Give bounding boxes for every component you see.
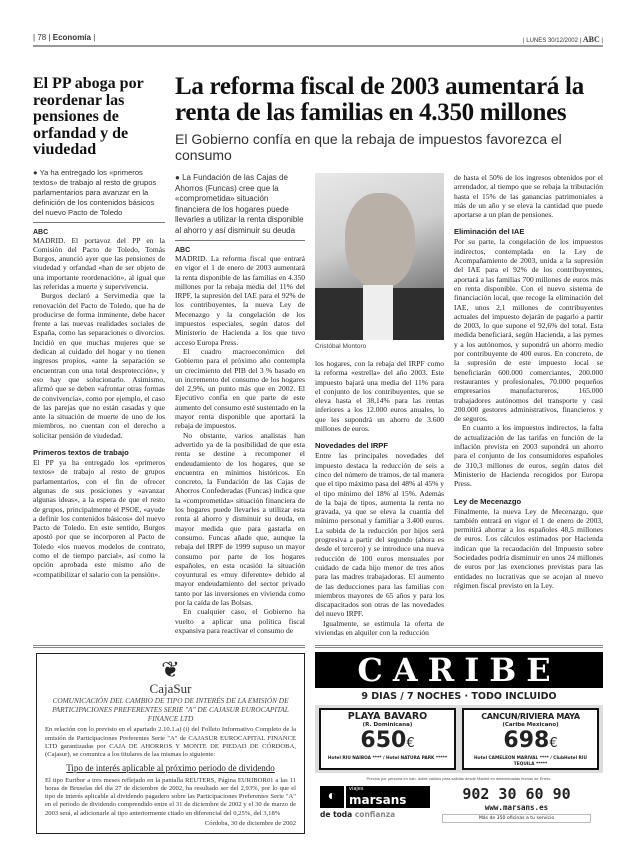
marsans-viajes: viajes	[349, 786, 364, 793]
main-deck: ● La Fundación de las Cajas de Ahorros (Funcas) cree que la «comprometida» situación financiera de los hogares puede llevarles a utilizar la renta disponible al ahorro y así disminuir su deuda	[175, 173, 305, 241]
paragraph: El cuadro macroeconómico del Gobierno para el próximo año contempla un crecimiento del PIB del 3 % basado en un incremento del consumo de los hogares del 2,9%, un punto más que en 2002. El Ejecutivo confía en que parte de este aumento del consumo esté sustentado en la mayor renta disponible que aportará la rebaja de impuestos.	[175, 346, 305, 431]
paragraph: Por su parte, la congelación de los impuestos indirectos, contemplada en la Ley de Acompañamiento de 2003, unida a la supresión del IAE para el 92% de los contribuyentes, aportará a las familias 700 millones de euros más en renta disponible. Con el nuevo sistema de financiación local, que recoge la eliminación del IAE, unos 2,1 millones de contribuyentes actuales del impuesto dejarán de pagarlo a partir de 2003, lo que supone el 92,6% del total. Esta medida beneficiará, según Hacienda, a las pymes y a los autónomos, y supondrá un ahorro medio por contribuyente de 400 euros. En concreto, de la supresión de este impuesto local se beneficiarán 600.000 comerciantes, 200.000 restaurantes y profesionales, 70.000 pequeños empresarios manufactureros, 165.000 trabajadores autónomos del transporte y casi 200.000 gestores administrativos, financieros y de seguros.	[454, 237, 603, 424]
paragraph: No obstante, varios analistas han advertido ya de la posibilidad de que esta renta se destine a recomponer el endeudamiento de los hogares, que se encuentra en mínimos históricos. En concreto, la Fundación de las Cajas de Ahorros Confederadas (Funcas) indica que la «comprometida» situación financiera de los hogares puede llevarles a utilizar esta renta al ahorro y disminuir su deuda, en mayor medida que para gastarla en consumo. Funcas añade que, aunque la rebaja del IRPF de 1999 supuso un mayor consumo por parte de los hogares españoles, en esta ocasión la situación coyuntural es «muy diferente» debido al mayor endeudamiento del sector privado tanto por las inversiones en vivienda como por la caída de las Bolsas.	[175, 430, 305, 607]
paragraph: En cualquier caso, el Gobierno ha vuelto a aplicar una política fiscal expansiva para reactivar el consumo de	[175, 607, 305, 635]
main-column-1	[175, 173, 305, 635]
currency: €	[549, 736, 558, 752]
main-subtitle: El Gobierno confía en que la rebaja de impuestos favorezca el consumo	[175, 131, 562, 163]
marsans-logo-icon: ◐	[320, 786, 344, 808]
side-deck-text: Ya ha entregado los «primeros textos» de trabajo al resto de grupos parlamentarios para avanzar en la definición de los contenidos básicos del nuevo Pacto de Toledo	[33, 167, 157, 217]
subhead: Novedades del IRPF	[315, 441, 389, 451]
paragraph: Finalmente, la nueva Ley de Mecenazgo, que también entrará en vigor el 1 de enero de 2003, permitirá ahorrar a los españoles 48,5 millones de euros. Los cálculos estimados por Hacienda indican que la recaudación del Impuesto sobre Sociedades podría disminuir en unos 24 millones de euros por las exenciones previstas para las entidades no lucrativas que se acojan al nuevo régimen fiscal previsto en la Ley.	[454, 506, 603, 590]
cajasur-signature: Córdoba, 30 de diciembre de 2002	[204, 819, 296, 827]
ad-divider	[315, 645, 603, 648]
main-headline: La reforma fiscal de 2003 aumentará la renta de las familias en 4.350 millones	[175, 73, 584, 126]
paragraph: Entre las principales novedades del impuesto destaca la reducción de seis a cinco del número de tramos, de tal manera que el tipo máximo pasa del 48% al 45% y el tipo mínimo del 18% al 15%. Además de la baja de tipos, aumenta la renta no gravada, ya que se eleva la cuantía del mínimo personal y familiar a 3.400 euros. La subida de la reducción por hijos será progresiva a partir del segundo (ahora es desde el tercero) y se introduce una nueva reducción de 100 euros mensuales por cuidado de cada hijo menor de tres años para las madres trabajadoras. El aumento de las deducciones para las familias con miembros mayores de 65 años y para los discapacitados son otras de las novedades del nuevo IRPF.	[315, 451, 444, 619]
main-column-2	[315, 173, 444, 637]
paragraph: Burgos declaró a Servimedia que la renovación del Pacto de Toledo, que ha de producirse de forma inminente, debe hacer frente a las nuevas realidades sociales de España, como las separaciones o divorcios. Incidió en que muchas mujeres que se dedican al cuidado del hogar y no tienen ingresos propios, «ante la separación se encuentran con una total desprotección», y eso hay que solucionarlo. Asimismo, afirmó que se deben «afrontar otras formas de convivencia», como por ejemplo, el caso de las parejas que no están casadas y que ante la situación de muerte de uno de los miembros, no cuentan con el derecho a solicitar pensión de viudedad.	[33, 291, 165, 440]
side-subhead: Primeros textos de trabajo	[33, 448, 129, 458]
marsans-brand: marsans	[349, 793, 407, 808]
main-byline: ABC	[175, 247, 191, 254]
page-header-right: | LUNES 30/12/2002 | ABC |	[523, 35, 603, 44]
side-deck: ● Ya ha entregado los «primeros textos» de trabajo al resto de grupos parlamentarios para avanzar en la definición de los contenidos básicos del nuevo Pacto de Toledo	[33, 168, 165, 223]
offer-playa-bavaro	[319, 708, 456, 770]
currency: €	[406, 736, 415, 752]
cajasur-title: COMUNICACIÓN DEL CAMBIO DE TIPO DE INTERÉS DE LA EMISIÓN DE PARTICIPACIONES PREFERENTES SERIE "A" DE CAJASUR EUROCAPITAL FINANCE LTD	[52, 696, 289, 724]
cajasur-body: El tipo Euribor a tres meses reflejado en la pantalla REUTERS, Página EURIBOR01 a las 11 horas de Bruselas del día 27 de diciembre de 2002, ha resultado ser del 2,93%, por lo que el tipo de interés aplicable al dividendo pagadero sobre las Participaciones Preferentes Serie "A" en el periodo de dividendo comprendido entre el 31 de diciembre de 2002 y el 30 de marzo de 2003 será, al adicionarle al tipo anteriormente citado un diferencial del 0,25%, del 3,18%	[45, 776, 296, 817]
cajasur-logo-icon: ❦	[161, 657, 180, 683]
offer-price: 650	[360, 728, 407, 754]
offer-region: (R. Dominicana)	[362, 722, 413, 729]
caribe-ad	[315, 645, 603, 824]
paragraph: de hasta el 50% de los ingresos obtenidos por el arrendador, al tiempo que se rebaja la tributación hasta el 15% de las ganancias patrimoniales a más de un año y se eleva la cantidad que puede aportarse a un plan de pensiones.	[454, 173, 603, 220]
header-rule	[33, 45, 603, 47]
offer-dest: CANCUN/RIVIERA MAYA	[481, 712, 580, 722]
paragraph: Igualmente, se estimula la oferta de viviendas en alquiler con la reducción	[315, 618, 444, 638]
page-header-left: | 78 | Economía |	[33, 33, 96, 42]
page-grid	[33, 52, 603, 834]
subhead: Eliminación del IAE	[454, 227, 525, 237]
caribe-tagline: 9 DIAS / 7 NOCHES · TODO INCLUIDO	[361, 691, 557, 703]
cajasur-ad	[36, 653, 305, 834]
slogan-a: de toda	[320, 810, 353, 820]
cajasur-intro: En relación con lo previsto en el apartado 2.10.1.a) (i) del Folleto Informativo Completo de la emisión de Participaciones Preferentes Serie "A" de CAJASUR EUROCAPITAL FINANCE LTD garantizadas por CAJA DE AHORROS Y MONTE DE PIEDAD DE CÓRDOBA, (Cajasur), se comunica a los titulares de las mismas lo siguiente:	[45, 726, 296, 759]
offer-hotels: Hotel CAMELEON MARIVAL **** / ClubHotel RIU TEQUILA *****	[474, 756, 587, 767]
slogan-b: confianza	[354, 810, 396, 820]
ad-divider	[33, 645, 305, 648]
paragraph: MADRID. La reforma fiscal que entrará en vigor el 1 de enero de 2003 aumentará la renta disponible de las familias en 4.350 millones por la rebaja media del 11% del IRPF, la supresión del IAE para el 92% de los contribuyentes, la nueva Ley de Mecenazgo y la congelación de los impuestos especiales, según datos del Ministerio de Hacienda a los que tuvo acceso Europa Press.	[175, 254, 305, 347]
caribe-note: Precios por persona en hab. doble válidos para salidas desde Madrid en determinadas fechas de Enero.	[366, 776, 552, 782]
offer-hotels: Hotel RIU NAIBOA **** / Hotel NATURA PARK *****	[327, 756, 448, 762]
paragraph: En cuanto a los impuestos indirectos, la falta de actualización de las tarifas en función de la inflación prevista en 2003 supondrá un ahorro para el conjunto de los consumidores españoles de 310,3 millones de euros, según datos del Ministerio de Hacienda recogidos por Europa Press.	[454, 423, 603, 489]
photo-cristobal-montoro	[315, 173, 444, 340]
cajasur-heading: Tipo de interés aplicable al próximo periodo de dividendo	[66, 762, 275, 773]
offer-dest: PLAYA BAVARO	[347, 711, 428, 723]
paragraph: los hogares, con la rebaja del IRPF como la reforma «estrella» del año 2003. Este impuesto bajará una media del 11% para el conjunto de los contribuyentes, que se eleva hasta el 38,14% para las rentas inferiores a los 12.000 euros anuales, lo que les supondrá un ahorro de 3.600 millones de euros.	[315, 359, 444, 434]
section-name: Economía	[52, 33, 91, 42]
marsans-phone: 902 30 60 90	[462, 785, 571, 804]
marsans-web: www.marsans.es	[484, 803, 549, 813]
main-header	[175, 52, 603, 173]
side-headline: El PP aboga por reordenar las pensiones de orfandad y de viudedad	[33, 75, 144, 158]
page-number: 78	[37, 33, 47, 42]
caribe-title: CARIBE	[315, 652, 603, 688]
paragraph: El PP ya ha entregado los «primeros textos» de trabajo al resto de grupos parlamentarios, con el fin de ofrecer algunas de sus posiciones y «avanzar algunas ideas», a la espera de que el resto de grupos, principalmente el PSOE, «ayude a definir los contenidos básicos» del nuevo Pacto de Toledo. En este sentido, Burgos apostó por que se incorporen al Pacto de Toledo «los nuevos modelos de contrato, como el de tiempo parcial», así como la opción aprobada este mismo año de «compatibilizar el salario con la pensión».	[33, 458, 165, 579]
issue-date: LUNES 30/12/2002	[526, 38, 578, 44]
subhead: Ley de Mecenazgo	[454, 496, 522, 506]
side-body	[33, 236, 165, 579]
main-deck-text: La Fundación de las Cajas de Ahorros (Funcas) cree que la «comprometida» situación financiera de los hogares puede llevarles a utilizar la renta disponible al ahorro y así disminuir su deuda	[175, 173, 304, 235]
cajasur-ad-block	[33, 645, 305, 834]
side-article	[33, 52, 165, 579]
offer-cancun	[462, 708, 599, 770]
offer-region: (Caribe Mexicano)	[502, 722, 559, 729]
paragraph: MADRID. El portavoz del PP en la Comisión del Pacto de Toledo, Tomás Burgos, anunció ayer que las pensiones de viudedad y orfandad «han de ser objeto de una importante reordenación», al igual que las referidas a muerte y supervivencia.	[33, 235, 165, 291]
paper-name: ABC	[582, 35, 600, 44]
cajasur-brand: CajaSur	[149, 681, 192, 697]
side-byline: ABC	[33, 228, 49, 236]
marsans-offices: Más de 350 oficinas a tu servicio	[442, 814, 591, 823]
offer-price: 698	[503, 728, 550, 754]
main-column-3	[454, 173, 603, 590]
photo-caption: Cristóbal Montoro	[315, 343, 367, 350]
